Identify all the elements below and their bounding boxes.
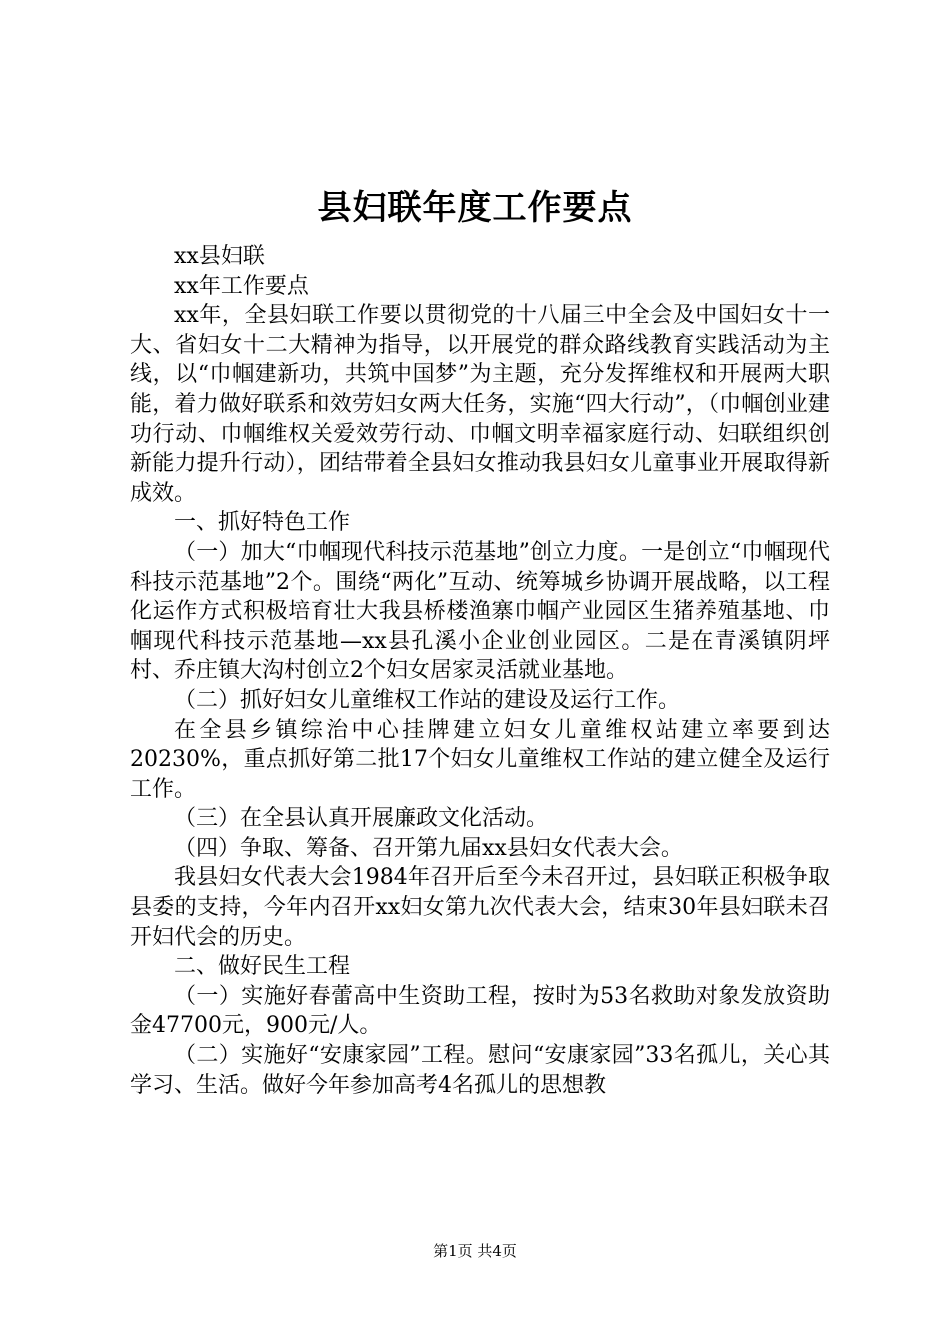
paragraph-1-4-heading: （四）争取、筹备、召开第九届xx县妇女代表大会。: [174, 835, 683, 861]
paragraph-1-2-body: 在全县乡镇综治中心挂牌建立妇女儿童维权站建立率要到达20230%，重点抓好第二批17个妇女儿童维权工作站的建立健全及运行工作。: [130, 717, 830, 802]
section-heading-1: 一、抓好特色工作: [174, 510, 351, 536]
paragraph-1-1: （一）加大“巾帼现代科技示范基地”创立力度。一是创立“巾帼现代科技示范基地”2个。围绕“两化”互动、统筹城乡协调开展战略，以工程化运作方式积极培育壮大我县桥楼渔寨巾帼产业园区生猪养殖基地、巾帼现代科技示范基地—xx县孔溪小企业创业园区。二是在青溪镇阴坪村、乔庄镇大沟村创立2个妇女居家灵活就业基地。: [130, 539, 830, 684]
document-title: 县妇联年度工作要点: [317, 188, 633, 228]
paragraph-intro: xx年，全县妇联工作要以贯彻党的十八届三中全会及中国妇女十一大、省妇女十二大精神为指导，以开展党的群众路线教育实践活动为主线，以“巾帼建新功，共筑中国梦”为主题，充分发挥维权和开展两大职能，着力做好联系和效劳妇女两大任务，实施“四大行动”，（巾帼创业建功行动、巾帼维权关爱效劳行动、巾帼文明幸福家庭行动、妇联组织创新能力提升行动），团结带着全县妇女推动我县妇女儿童事业开展取得新成效。: [130, 303, 830, 506]
paragraph-1-4-body: 我县妇女代表大会1984年召开后至今未召开过，县妇联正积极争取县委的支持，今年内召开xx妇女第九次代表大会，结束30年县妇联未召开妇代会的历史。: [130, 865, 830, 950]
document-body: [130, 242, 830, 1100]
paragraph-1-3: （三）在全县认真开展廉政文化活动。: [174, 806, 549, 832]
page-footer: 第1页 共4页: [433, 1242, 517, 1260]
paragraph-1-2-heading: （二）抓好妇女儿童维权工作站的建设及运行工作。: [174, 687, 681, 713]
paragraph-2-2: （二）实施好“安康家园”工程。慰问“安康家园”33名孤儿，关心其学习、生活。做好今年参加高考4名孤儿的思想教: [130, 1043, 830, 1098]
section-heading-2: 二、做好民生工程: [174, 954, 351, 980]
paragraph-2-1: （一）实施好春蕾高中生资助工程，按时为53名救助对象发放资助金47700元，900元/人。: [130, 983, 830, 1039]
paragraph-org: xx县妇联: [174, 244, 265, 269]
paragraph-subtitle: xx年工作要点: [174, 273, 309, 299]
